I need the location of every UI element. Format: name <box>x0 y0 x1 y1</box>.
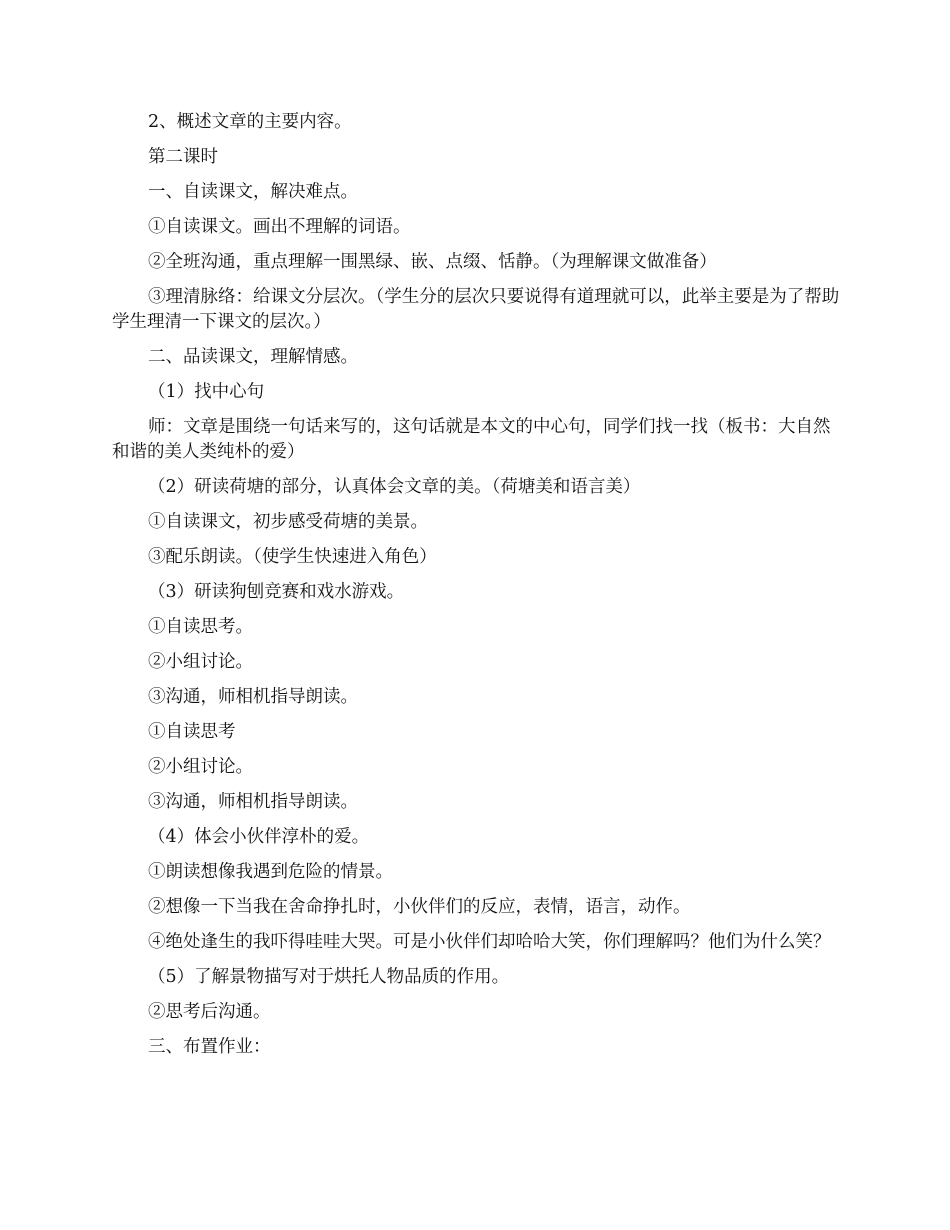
paragraph-15: ②小组讨论。 <box>148 652 253 672</box>
paragraph-4: ①自读课文。画出不理解的词语。 <box>148 217 411 237</box>
paragraph-1: 2、概述文章的主要内容。 <box>148 112 352 132</box>
paragraph-24: （5）了解景物描写对于烘托人物品质的作用。 <box>148 967 510 987</box>
paragraph-2: 第二课时 <box>148 147 218 167</box>
paragraph-5: ②全班沟通，重点理解一围黑绿、嵌、点缀、恬静。（为理解课文做准备） <box>148 252 717 272</box>
paragraph-20: （4）体会小伙伴淳朴的爱。 <box>148 827 370 847</box>
paragraph-13: （3）研读狗刨竞赛和戏水游戏。 <box>148 582 405 602</box>
paragraph-10: （2）研读荷塘的部分，认真体会文章的美。（荷塘美和语言美） <box>148 477 641 497</box>
paragraph-21: ①朗读想像我遇到危险的情景。 <box>148 862 393 882</box>
paragraph-7: 二、品读课文，理解情感。 <box>148 347 358 367</box>
paragraph-25: ②思考后沟通。 <box>148 1002 271 1022</box>
paragraph-22: ②想像一下当我在舍命挣扎时，小伙伴们的反应，表情，语言，动作。 <box>148 897 691 917</box>
paragraph-9: 师：文章是围绕一句话来写的，这句话就是本文的中心句，同学们找一找（板书：大自然和谐的美人类纯朴的爱） <box>112 417 831 462</box>
paragraph-11: ①自读课文，初步感受荷塘的美景。 <box>148 512 428 532</box>
paragraph-17: ①自读思考 <box>148 722 236 742</box>
paragraph-18: ②小组讨论。 <box>148 757 253 777</box>
paragraph-26: 三、布置作业： <box>148 1037 271 1057</box>
paragraph-12: ③配乐朗读。（使学生快速进入角色） <box>148 547 437 567</box>
paragraph-19: ③沟通，师相机指导朗读。 <box>148 792 358 812</box>
paragraph-16: ③沟通，师相机指导朗读。 <box>148 687 358 707</box>
paragraph-14: ①自读思考。 <box>148 617 253 637</box>
paragraph-6: ③理清脉络：给课文分层次。（学生分的层次只要说得有道理就可以，此举主要是为了帮助学生理清一下课文的层次。） <box>112 287 840 332</box>
paragraph-8: （1）找中心句 <box>148 382 265 402</box>
paragraph-23: ④绝处逢生的我吓得哇哇大哭。可是小伙伴们却哈哈大笑，你们理解吗？他们为什么笑？ <box>148 932 831 952</box>
document-body <box>112 110 840 1070</box>
paragraph-3: 一、自读课文，解决难点。 <box>148 182 358 202</box>
